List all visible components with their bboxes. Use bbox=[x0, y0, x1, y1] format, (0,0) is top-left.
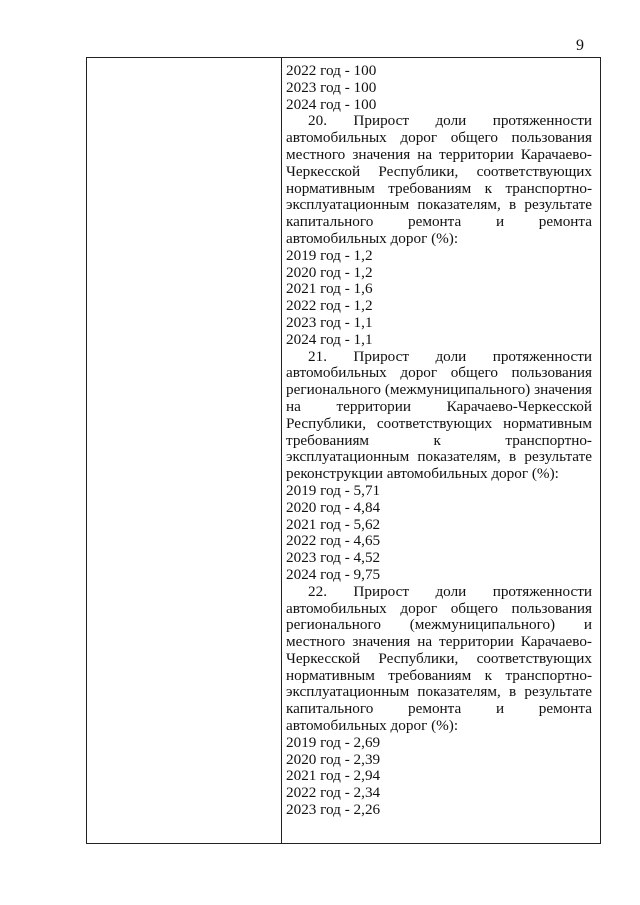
indicator-22-text: 22. Прирост доли протяженности автомобильных дорог общего пользования регионального (межмуниципального) и местного значения на территории Карачаево-Черкесской Республики, соответствующих нормативным требованиям к транспортно-эксплуатационным показателям, в результате капитального ремонта и ремонта автомобильных дорог (%): bbox=[286, 582, 592, 735]
year-value-line: 2023 год - 100 bbox=[286, 78, 377, 96]
indicator-20 bbox=[286, 113, 592, 247]
indicator-21-text: 21. Прирост доли протяженности автомобильных дорог общего пользования регионального (межмуниципального) значения на территории Карачаево-Черкесской Республики, соответствующих нормативным требованиям к транспортно-эксплуатационным показателям, в результате реконструкции автомобильных дорог (%): bbox=[286, 347, 592, 483]
indicator-20-text: 20. Прирост доли протяженности автомобильных дорог общего пользования местного значения на территории Карачаево-Черкесской Республики, соответствующих нормативным требованиям к транспортно-эксплуатационным показателям, в результате капитального ремонта и ремонта автомобильных дорог (%): bbox=[286, 112, 592, 247]
year-value-line: 2019 год - 5,71 bbox=[286, 481, 381, 499]
indicator-21 bbox=[286, 349, 592, 483]
year-value-line: 2021 год - 1,6 bbox=[286, 280, 373, 298]
year-value-line: 2023 год - 4,52 bbox=[286, 549, 381, 567]
year-value-line: 2019 год - 1,2 bbox=[286, 246, 373, 264]
year-value-line: 2022 год - 2,34 bbox=[286, 784, 381, 802]
year-value-line: 2022 год - 1,2 bbox=[286, 297, 373, 315]
year-value-line: 2024 год - 100 bbox=[286, 95, 377, 113]
year-value-line: 2020 год - 1,2 bbox=[286, 263, 373, 281]
year-value-line: 2021 год - 2,94 bbox=[286, 767, 381, 785]
indicator-22 bbox=[286, 584, 592, 735]
year-value-line: 2024 год - 9,75 bbox=[286, 565, 381, 583]
year-value-line: 2023 год - 1,1 bbox=[286, 313, 373, 331]
year-value-line: 2023 год - 2,26 bbox=[286, 801, 381, 819]
year-value-line: 2024 год - 1,1 bbox=[286, 330, 373, 348]
year-value-line: 2021 год - 5,62 bbox=[286, 515, 381, 533]
right-column-content bbox=[286, 63, 592, 819]
column-divider bbox=[281, 58, 282, 843]
year-value-line: 2022 год - 100 bbox=[286, 62, 377, 79]
year-value-line: 2020 год - 2,39 bbox=[286, 750, 381, 768]
year-value-line: 2020 год - 4,84 bbox=[286, 498, 381, 516]
document-table bbox=[86, 57, 601, 844]
page-number: 9 bbox=[576, 37, 584, 54]
year-value-line: 2022 год - 4,65 bbox=[286, 532, 381, 550]
year-value-line: 2019 год - 2,69 bbox=[286, 733, 381, 751]
